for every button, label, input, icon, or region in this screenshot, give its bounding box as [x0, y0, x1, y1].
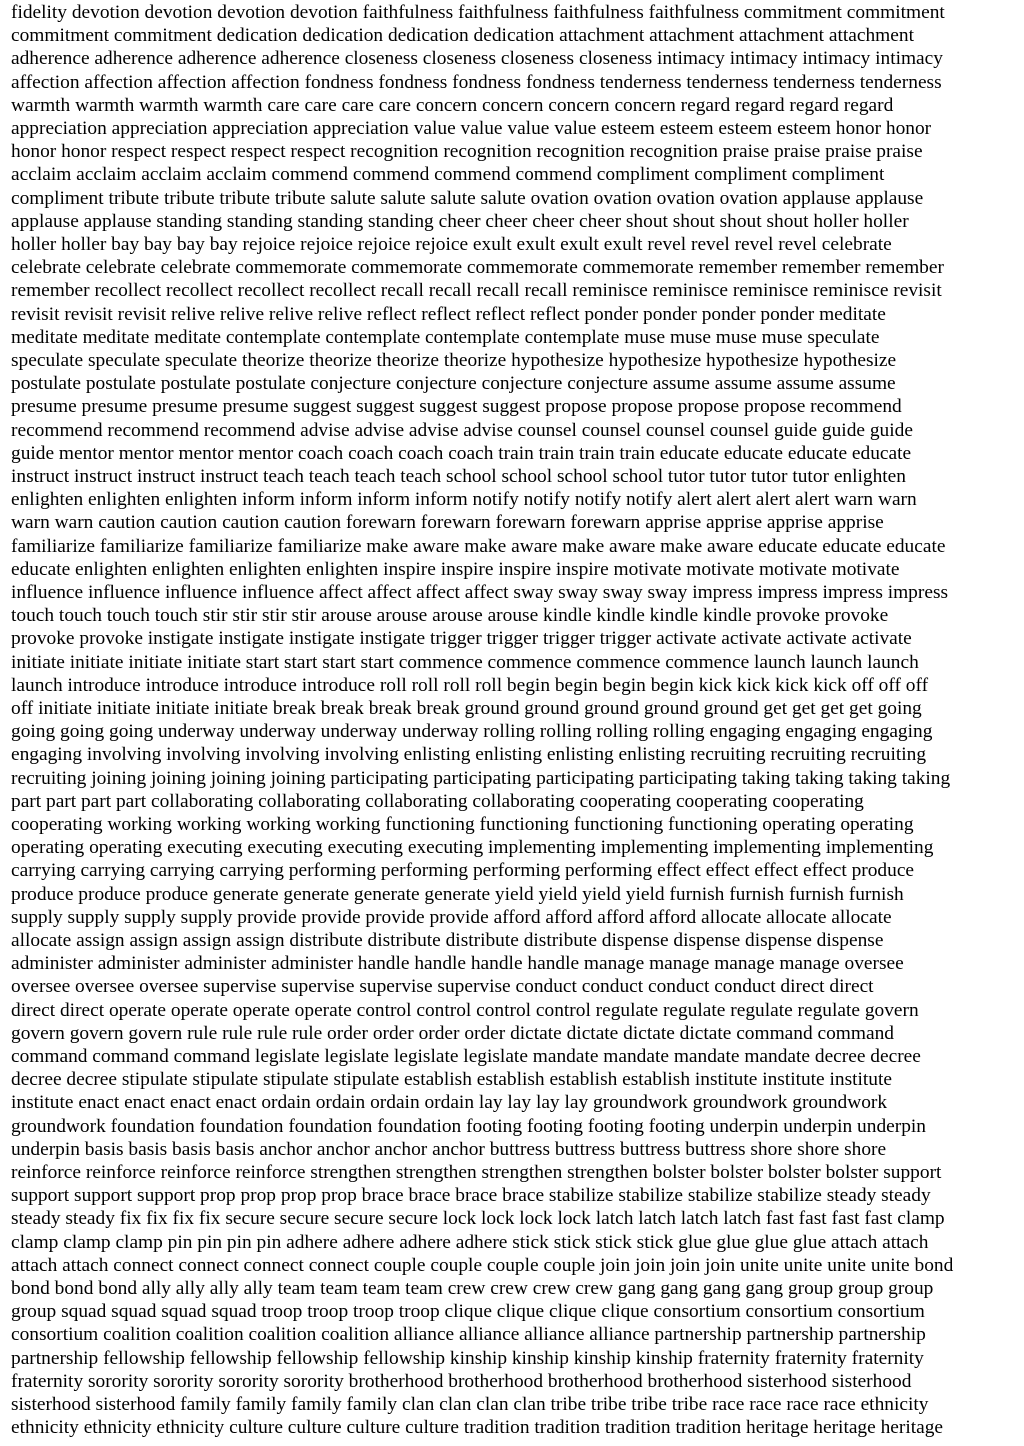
text-line: initiate initiate initiate initiate start start start start commence commence commence commence launch launch launch	[11, 651, 919, 673]
text-line: presume presume presume presume suggest suggest suggest suggest propose propose propose propose recommend	[11, 396, 902, 418]
text-line: holler holler bay bay bay bay rejoice rejoice rejoice rejoice exult exult exult exult revel revel revel revel celebrate	[11, 234, 892, 255]
text-line: support support support prop prop prop prop brace brace brace brace stabilize stabilize stabilize stabilize steady steady	[11, 1185, 931, 1207]
text-line: touch touch touch touch stir stir stir stir arouse arouse arouse arouse kindle kindle kindle kindle provoke provoke	[11, 605, 889, 627]
text-line: guide mentor mentor mentor mentor coach coach coach coach train train train train educate educate educate educate	[11, 442, 912, 464]
text-line: familiarize familiarize familiarize familiarize make aware make aware make aware make aware educate educate educate	[11, 535, 946, 557]
text-line: administer administer administer administer handle handle handle handle manage manage manage manage oversee	[11, 953, 904, 975]
text-line: underpin basis basis basis basis anchor anchor anchor anchor buttress buttress buttress buttress shore shore shore	[11, 1138, 887, 1160]
text-line: clamp clamp clamp pin pin pin pin adhere adhere adhere adhere stick stick stick stick glue glue glue glue attach attach	[11, 1231, 929, 1253]
text-line: fidelity devotion devotion devotion devotion faithfulness faithfulness faithfulness faithfulness commitment commitment	[11, 2, 945, 23]
text-line: remember recollect recollect recollect recollect recall recall recall recall reminisce reminisce reminisce reminisce revisit	[11, 280, 942, 302]
text-line: speculate speculate speculate theorize theorize theorize theorize hypothesize hypothesize hypothesize hypothesize	[11, 350, 897, 371]
text-line: adherence adherence adherence adherence closeness closeness closeness closeness intimacy intimacy intimacy intimacy	[11, 48, 943, 70]
text-line: decree decree stipulate stipulate stipulate stipulate establish establish establish establish institute institute institute	[11, 1069, 892, 1091]
text-line: honor honor respect respect respect respect recognition recognition recognition recognition praise praise praise praise	[11, 141, 923, 163]
text-line: educate enlighten enlighten enlighten enlighten inspire inspire inspire inspire motivate motivate motivate motivate	[11, 558, 900, 580]
text-line: appreciation appreciation appreciation appreciation value value value value esteem esteem esteem esteem honor honor	[11, 118, 932, 139]
text-line: operating operating executing executing executing executing implementing implementing implementing implementing	[11, 837, 934, 859]
text-line: group squad squad squad squad troop troop troop troop clique clique clique clique consortium consortium consortium	[11, 1301, 925, 1323]
text-line: commitment commitment dedication dedication dedication dedication attachment attachment attachment attachment	[11, 25, 914, 47]
text-line: affection affection affection affection fondness fondness fondness fondness tenderness tenderness tenderness tenderness	[11, 71, 942, 93]
text-line: postulate postulate postulate postulate conjecture conjecture conjecture conjecture assume assume assume assume	[11, 373, 896, 395]
text-line: compliment tribute tribute tribute tribute salute salute salute salute ovation ovation ovation ovation applause applause	[11, 187, 924, 209]
text-line: fraternity sorority sorority sorority sorority brotherhood brotherhood brotherhood brotherhood sisterhood sisterhood	[11, 1370, 912, 1392]
text-line: provoke provoke instigate instigate instigate instigate trigger trigger trigger trigger activate activate activate activate	[11, 628, 912, 650]
text-line: produce produce produce generate generate generate generate yield yield yield yield furnish furnish furnish furnish	[11, 883, 904, 905]
text-line: command command command legislate legislate legislate legislate mandate mandate mandate mandate decree decree	[11, 1046, 921, 1067]
text-line: recruiting joining joining joining joining participating participating participating participating taking taking taking taking	[11, 767, 951, 789]
text-line: acclaim acclaim acclaim acclaim commend commend commend commend compliment compliment compliment	[11, 164, 885, 186]
text-line: revisit revisit revisit relive relive relive relive reflect reflect reflect reflect ponder ponder ponder ponder meditate	[11, 303, 886, 325]
text-line: ethnicity ethnicity ethnicity culture culture culture culture tradition tradition tradition tradition heritage heritage heritage	[11, 1417, 944, 1439]
text-line: consortium coalition coalition coalition coalition alliance alliance alliance alliance partnership partnership partnership	[11, 1324, 926, 1346]
text-line: warmth warmth warmth warmth care care care care concern concern concern concern regard regard regard regard	[11, 94, 894, 116]
text-line: steady steady fix fix fix fix secure secure secure secure lock lock lock lock latch latch latch latch fast fast fast fast clamp	[11, 1208, 945, 1230]
text-line: going going going underway underway underway underway rolling rolling rolling rolling engaging engaging engaging	[11, 721, 933, 743]
text-line: allocate assign assign assign assign distribute distribute distribute distribute dispense dispense dispense dispense	[11, 930, 884, 951]
text-line: attach attach connect connect connect connect couple couple couple couple join join join join unite unite unite unite bond	[11, 1254, 954, 1276]
text-line: instruct instruct instruct instruct teach teach teach teach school school school school tutor tutor tutor tutor enlighten	[11, 466, 906, 487]
text-line: institute enact enact enact enact ordain ordain ordain ordain lay lay lay lay groundwork groundwork groundwork	[11, 1092, 888, 1114]
text-line: engaging involving involving involving involving enlisting enlisting enlisting enlisting recruiting recruiting recruiting	[11, 744, 927, 766]
text-line: off initiate initiate initiate initiate break break break break ground ground ground ground ground get get get get going	[11, 698, 922, 719]
text-line: supply supply supply supply provide provide provide provide afford afford afford afford allocate allocate allocate	[11, 906, 892, 928]
text-line: meditate meditate meditate contemplate contemplate contemplate contemplate muse muse muse muse speculate	[11, 326, 880, 348]
text-line: govern govern govern rule rule rule rule order order order order dictate dictate dictate dictate command command	[11, 1022, 894, 1044]
text-line: direct direct operate operate operate operate control control control control regulate regulate regulate regulate govern	[11, 999, 919, 1021]
text-line: reinforce reinforce reinforce reinforce strengthen strengthen strengthen strengthen bolster bolster bolster bolster support	[11, 1162, 942, 1183]
text-line: oversee oversee oversee supervise supervise supervise supervise conduct conduct conduct conduct direct direct	[11, 976, 874, 998]
text-line: launch introduce introduce introduce introduce roll roll roll roll begin begin begin begin kick kick kick kick off off off	[11, 674, 929, 696]
text-line: carrying carrying carrying carrying performing performing performing performing effect effect effect effect produce	[11, 860, 915, 882]
text-line: partnership fellowship fellowship fellowship fellowship kinship kinship kinship kinship fraternity fraternity fraternity	[11, 1347, 924, 1369]
text-line: celebrate celebrate celebrate commemorate commemorate commemorate commemorate remember remember remember	[11, 257, 944, 279]
text-line: sisterhood sisterhood family family family family clan clan clan clan tribe tribe tribe tribe race race race race ethnicity	[11, 1394, 929, 1415]
text-line: applause applause standing standing standing standing cheer cheer cheer cheer shout shout shout shout holler holler	[11, 210, 909, 232]
text-line: influence influence influence influence affect affect affect affect sway sway sway sway impress impress impress impress	[11, 582, 949, 603]
text-line: cooperating working working working working functioning functioning functioning functioning operating operating	[11, 814, 914, 835]
text-line: bond bond bond ally ally ally ally team team team team crew crew crew crew gang gang gang gang group group group	[11, 1278, 934, 1299]
text-line: enlighten enlighten enlighten inform inform inform inform notify notify notify notify alert alert alert alert warn warn	[11, 489, 917, 511]
text-line: recommend recommend recommend advise advise advise advise counsel counsel counsel counsel guide guide guide	[11, 419, 913, 441]
text-line: part part part part collaborating collaborating collaborating collaborating cooperating cooperating cooperating	[11, 790, 864, 812]
text-line: groundwork foundation foundation foundation foundation footing footing footing footing underpin underpin underpin	[11, 1115, 926, 1137]
text-line: warn warn caution caution caution caution forewarn forewarn forewarn forewarn apprise apprise apprise apprise	[11, 512, 884, 534]
